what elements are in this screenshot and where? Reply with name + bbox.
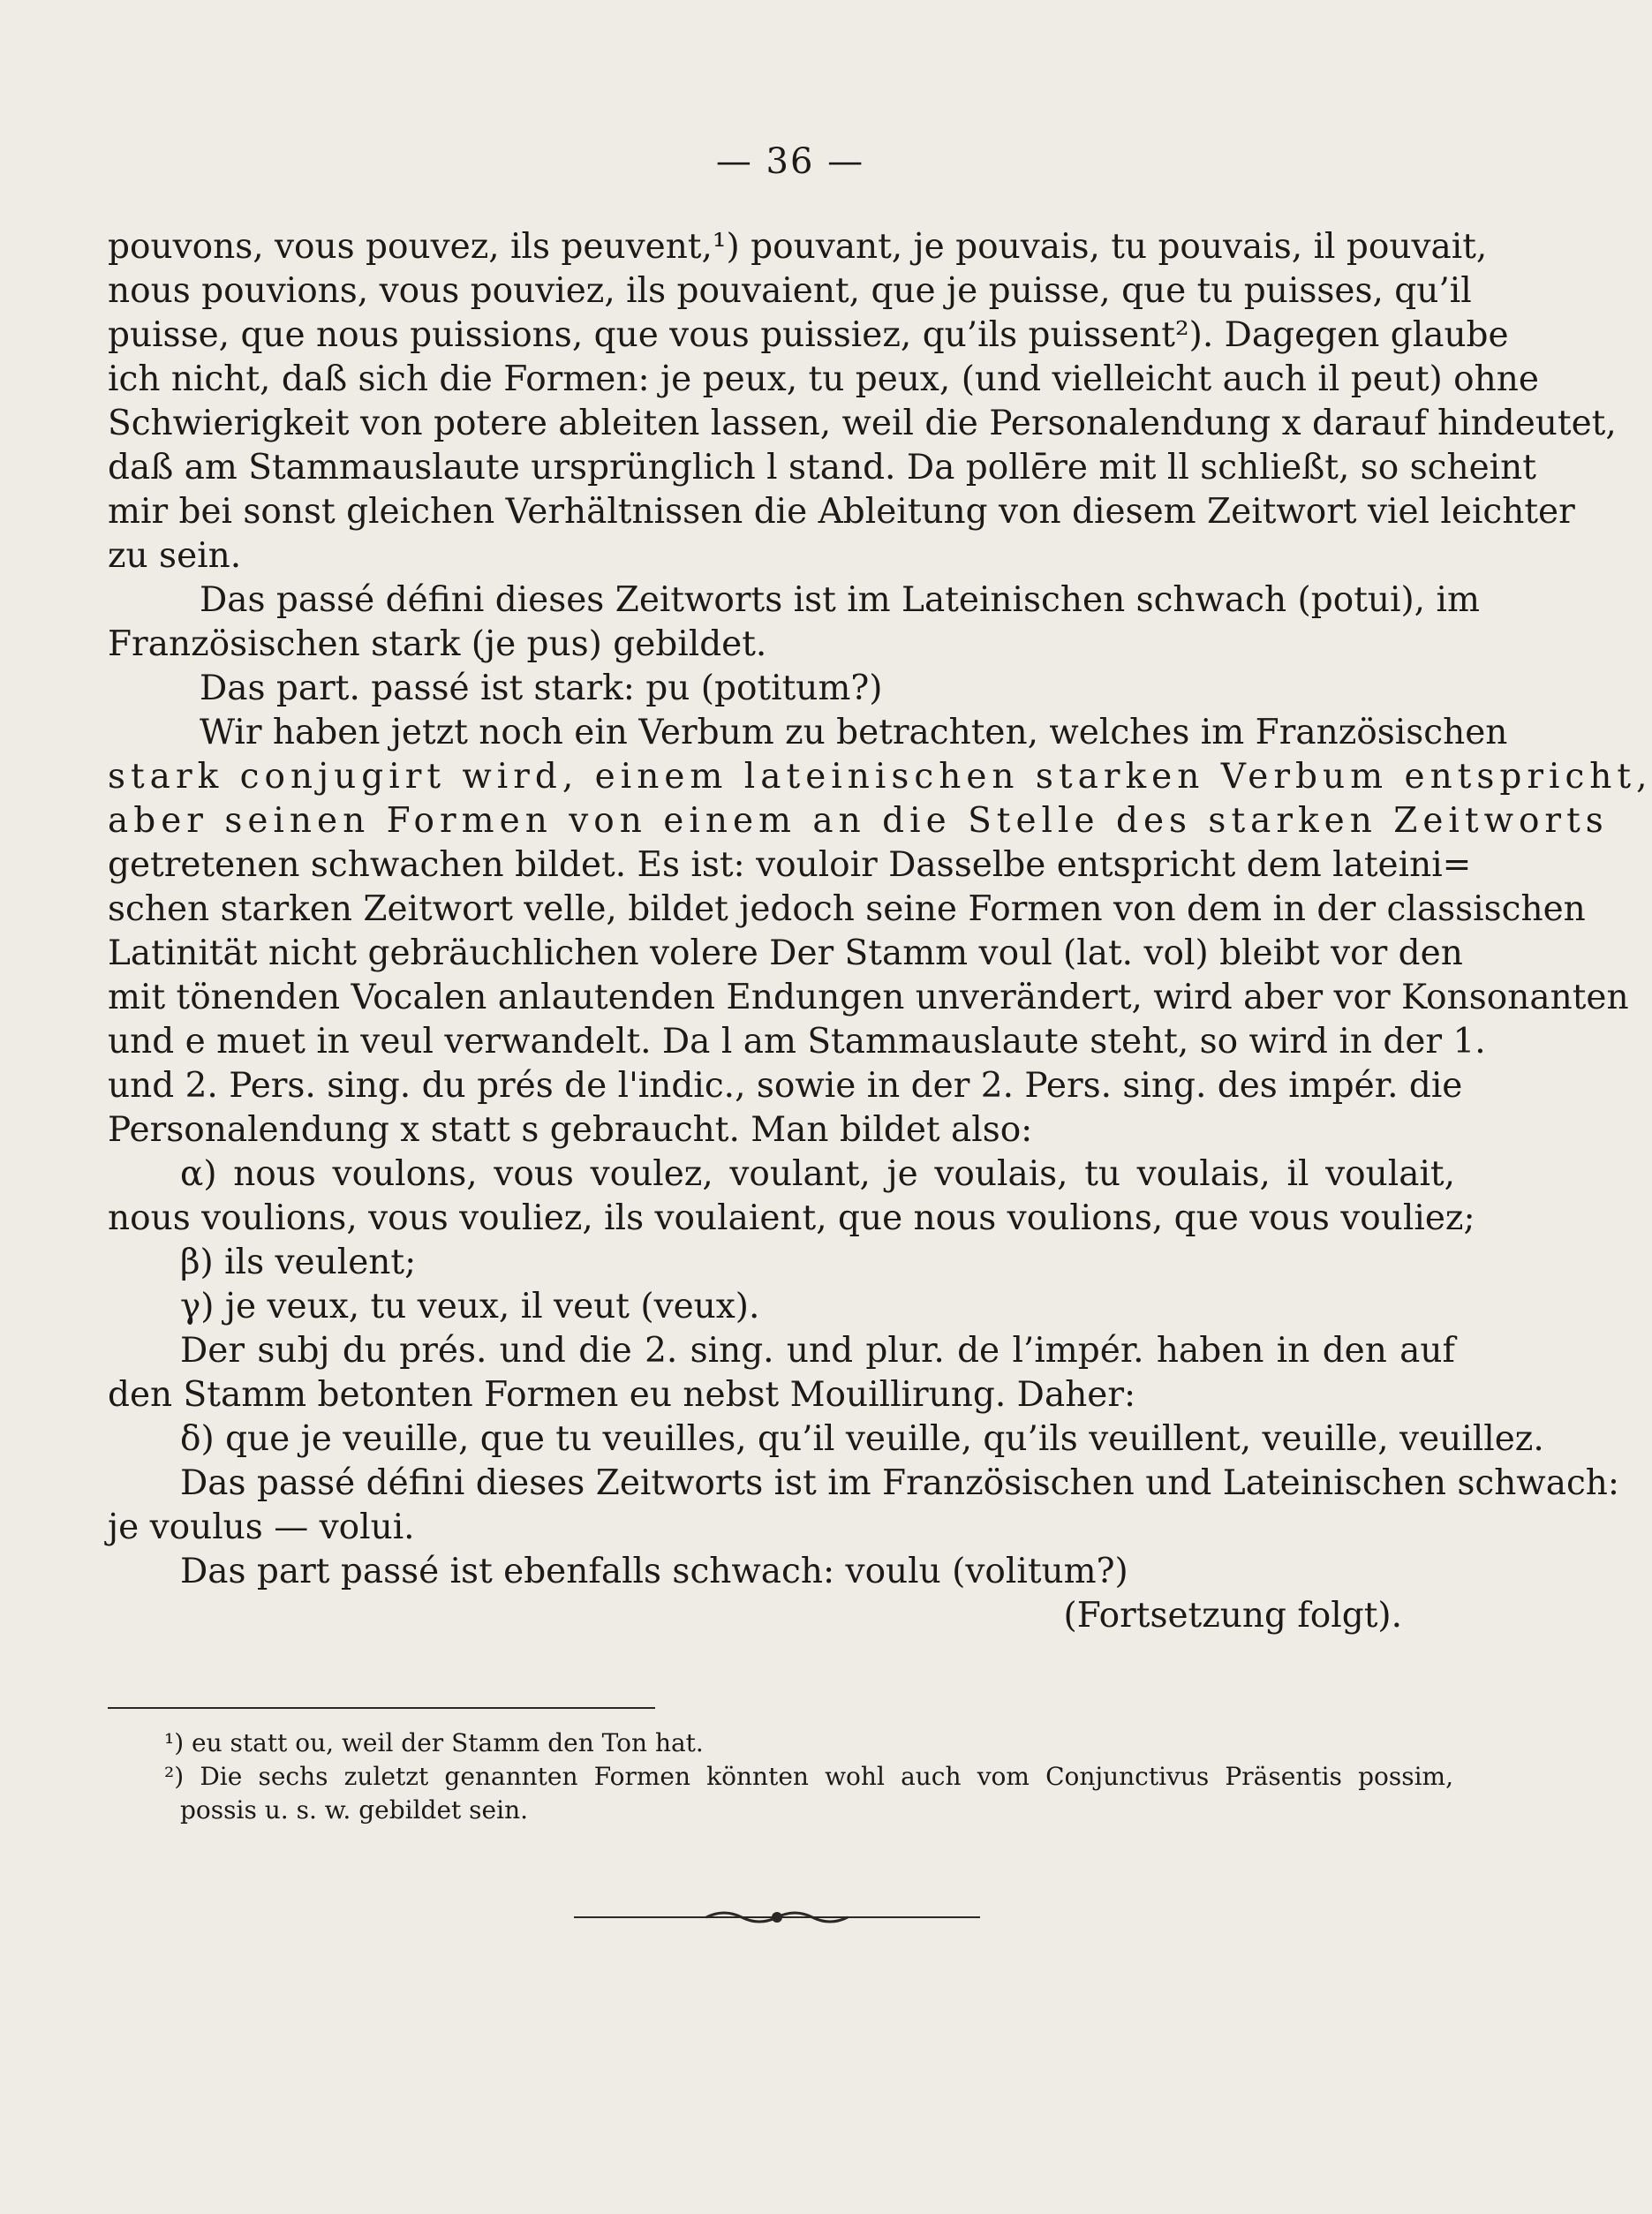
- text-line: puisse, que nous puissions, que vous puissiez, qu’ils puissent²). Dagegen glaube: [108, 315, 1509, 355]
- text-line: β) ils veulent;: [180, 1243, 417, 1282]
- text-line: Das passé défini dieses Zeitworts ist im Lateinischen schwach (potui), im: [200, 580, 1480, 620]
- text-line: und 2. Pers. sing. du prés de l'indic., sowie in der 2. Pers. sing. des impér. die: [108, 1066, 1463, 1106]
- text-line: pouvons, vous pouvez, ils peuvent,¹) pouvant, je pouvais, tu pouvais, il pouvait,: [108, 227, 1488, 267]
- text-line: α) nous voulons, vous voulez, voulant, je voulais, tu voulais, il voulait,: [180, 1154, 1455, 1194]
- footnote-rule: [108, 1707, 655, 1709]
- text-line: Das part. passé ist stark: pu (potitum?): [200, 669, 883, 708]
- text-line: γ) je veux, tu veux, il veut (veux).: [180, 1287, 760, 1326]
- text-line: Personalendung x statt s gebraucht. Man bildet also:: [108, 1110, 1033, 1150]
- page-number: — 36 —: [715, 141, 865, 182]
- text-line: mit tönenden Vocalen anlautenden Endungen unverändert, wird aber vor Konsonanten: [108, 978, 1629, 1017]
- text-line: schen starken Zeitwort velle, bildet jedoch seine Formen von dem in der classischen: [108, 889, 1586, 929]
- text-line: und e muet in veul verwandelt. Da l am Stammauslaute steht, so wird in der 1.: [108, 1022, 1486, 1062]
- text-line: Schwierigkeit von potere ableiten lassen, weil die Personalendung x darauf hindeutet,: [108, 404, 1617, 443]
- text-line: Das passé défini dieses Zeitworts ist im Französischen und Lateinischen schwach:: [180, 1463, 1620, 1503]
- footnote-2: ²) Die sechs zuletzt genannten Formen könnten wohl auch vom Conjunctivus Präsentis possim,: [164, 1762, 1453, 1791]
- text-line: ich nicht, daß sich die Formen: je peux, tu peux, (und vielleicht auch il peut) ohne: [108, 359, 1539, 399]
- continuation-note: (Fortsetzung folgt).: [1063, 1596, 1402, 1636]
- text-line: den Stamm betonten Formen eu nebst Mouillirung. Daher:: [108, 1375, 1136, 1415]
- text-line: daß am Stammauslaute ursprünglich l stand. Da pollēre mit ll schließt, so scheint: [108, 448, 1536, 487]
- text-line: Wir haben jetzt noch ein Verbum zu betrachten, welches im Französischen: [200, 713, 1508, 752]
- text-line: zu sein.: [108, 536, 242, 576]
- text-line: je voulus — volui.: [108, 1507, 415, 1547]
- text-line: Französischen stark (je pus) gebildet.: [108, 624, 767, 664]
- footnotes: [164, 1727, 1453, 1827]
- footnote-2-continued: possis u. s. w. gebildet sein.: [180, 1795, 528, 1825]
- text-line: getretenen schwachen bildet. Es ist: vouloir Dasselbe entspricht dem lateini=: [108, 845, 1472, 885]
- text-line: aber seinen Formen von einem an die Stelle des starken Zeitworts: [108, 801, 1609, 841]
- text-line: nous pouvions, vous pouviez, ils pouvaient, que je puisse, que tu puisses, qu’il: [108, 271, 1472, 311]
- ornament-divider: [574, 1908, 980, 1927]
- main-text: [108, 225, 1652, 1638]
- text-line: Latinität nicht gebräuchlichen volere Der Stamm voul (lat. vol) bleibt vor den: [108, 933, 1463, 973]
- text-line: δ) que je veuille, que tu veuilles, qu’il veuille, qu’ils veuillent, veuille, veuillez.: [180, 1419, 1544, 1459]
- footnote-1: ¹) eu statt ou, weil der Stamm den Ton hat.: [164, 1728, 704, 1757]
- text-line: nous voulions, vous vouliez, ils voulaient, que nous voulions, que vous vouliez;: [108, 1198, 1475, 1238]
- text-line: Der subj du prés. und die 2. sing. und plur. de l’impér. haben in den auf: [180, 1331, 1455, 1371]
- text-line: mir bei sonst gleichen Verhältnissen die Ableitung von diesem Zeitwort viel leichter: [108, 492, 1575, 532]
- text-line: Das part passé ist ebenfalls schwach: voulu (volitum?): [180, 1552, 1128, 1591]
- text-line: stark conjugirt wird, einem lateinischen starken Verbum entspricht,: [108, 757, 1652, 797]
